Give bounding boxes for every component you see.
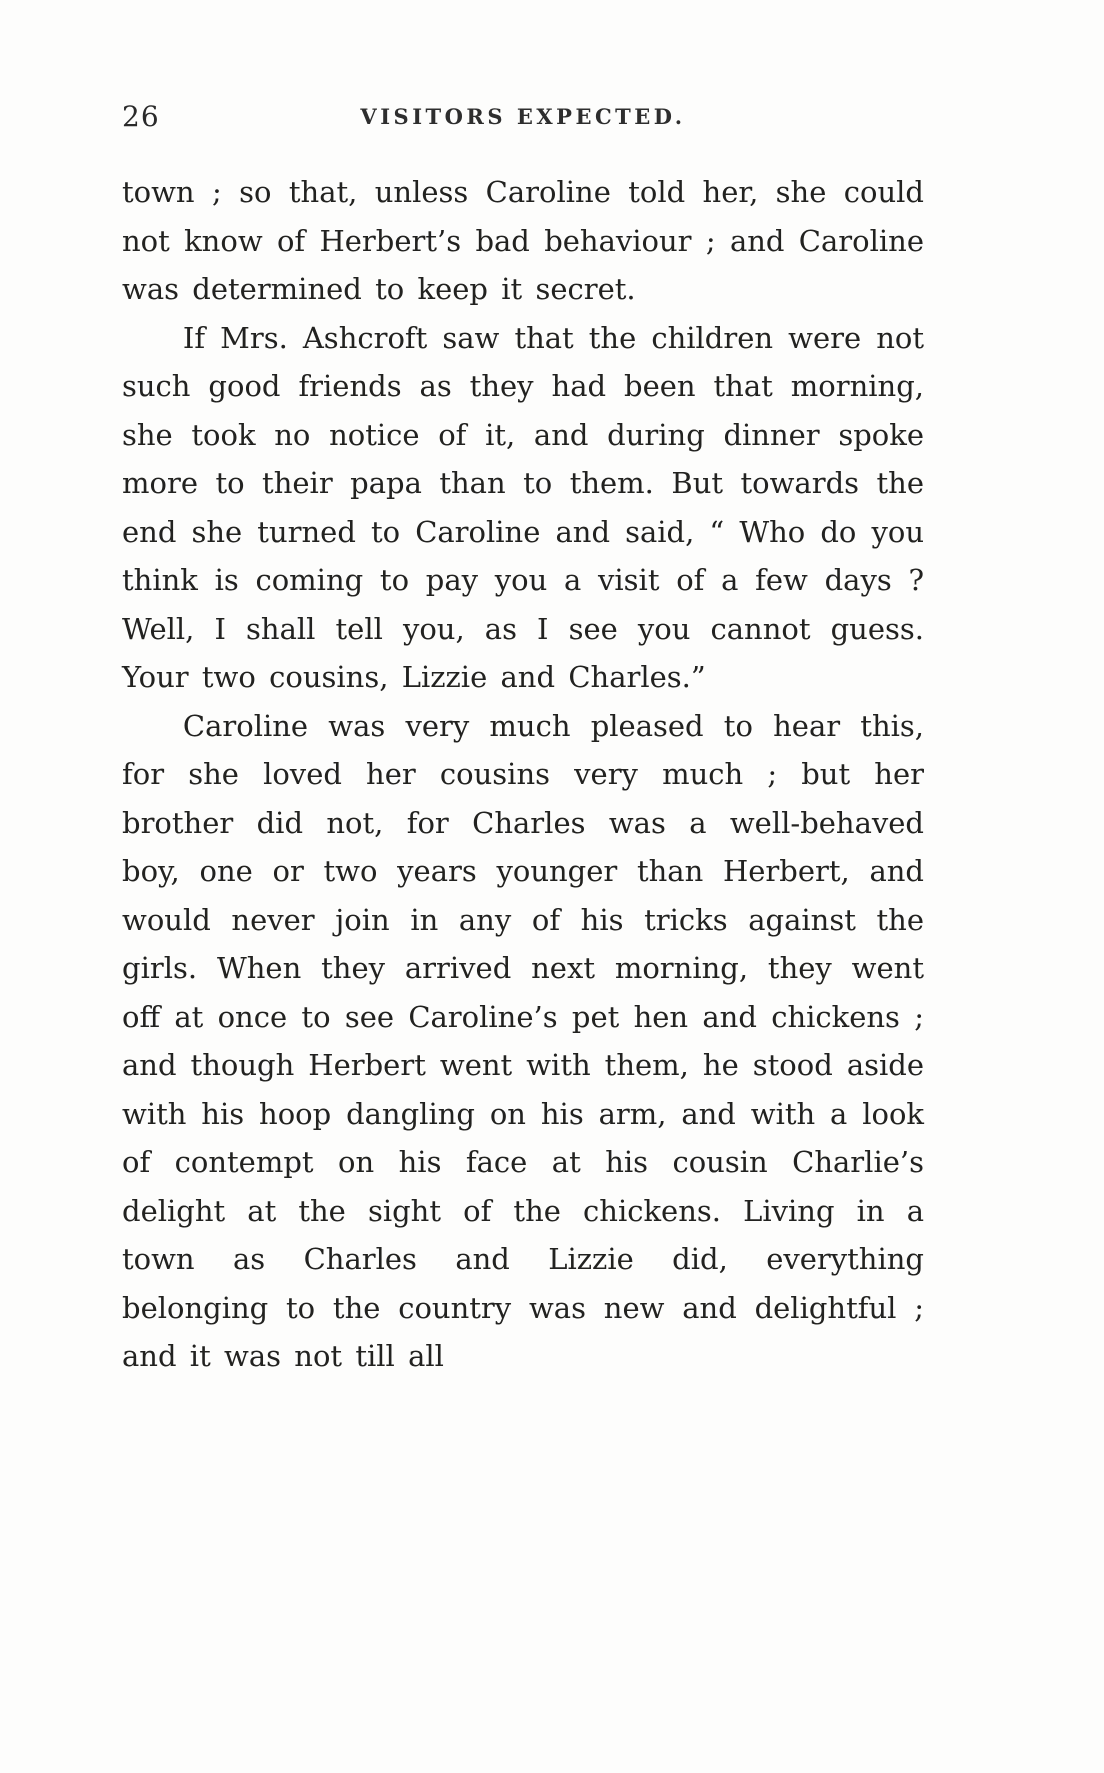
page-header-row: [122, 100, 924, 140]
paragraph: town ; so that, unless Caroline told her, she could not know of Herbert’s bad behaviour ; and Caroline was determined to keep it secret.: [122, 175, 924, 306]
page-number: 26: [122, 100, 160, 133]
body-text: [122, 168, 924, 1381]
running-header: VISITORS EXPECTED.: [360, 104, 686, 129]
paragraph: Caroline was very much pleased to hear this, for she loved her cousins very much ; but her brother did not, for Charles was a well-behaved boy, one or two years younger than Herbert, and would never join in any of his tricks against the girls. When they arrived next morning, they went off at once to see Caroline’s pet hen and chickens ; and though Herbert went with them, he stood aside with his hoop dangling on his arm, and with a look of contempt on his face at his cousin Charlie’s delight at the sight of the chickens. Living in a town as Charles and Lizzie did, everything belonging to the country was new and delightful ; and it was not till all: [122, 708, 924, 1373]
paragraph: If Mrs. Ashcroft saw that the children were not such good friends as they had been that morning, she took no notice of it, and during dinner spoke more to their papa than to them. But towards the end she turned to Caroline and said, “ Who do you think is coming to pay you a visit of a few days ? Well, I shall tell you, as I see you cannot guess. Your two cousins, Lizzie and Charles.”: [122, 320, 924, 694]
